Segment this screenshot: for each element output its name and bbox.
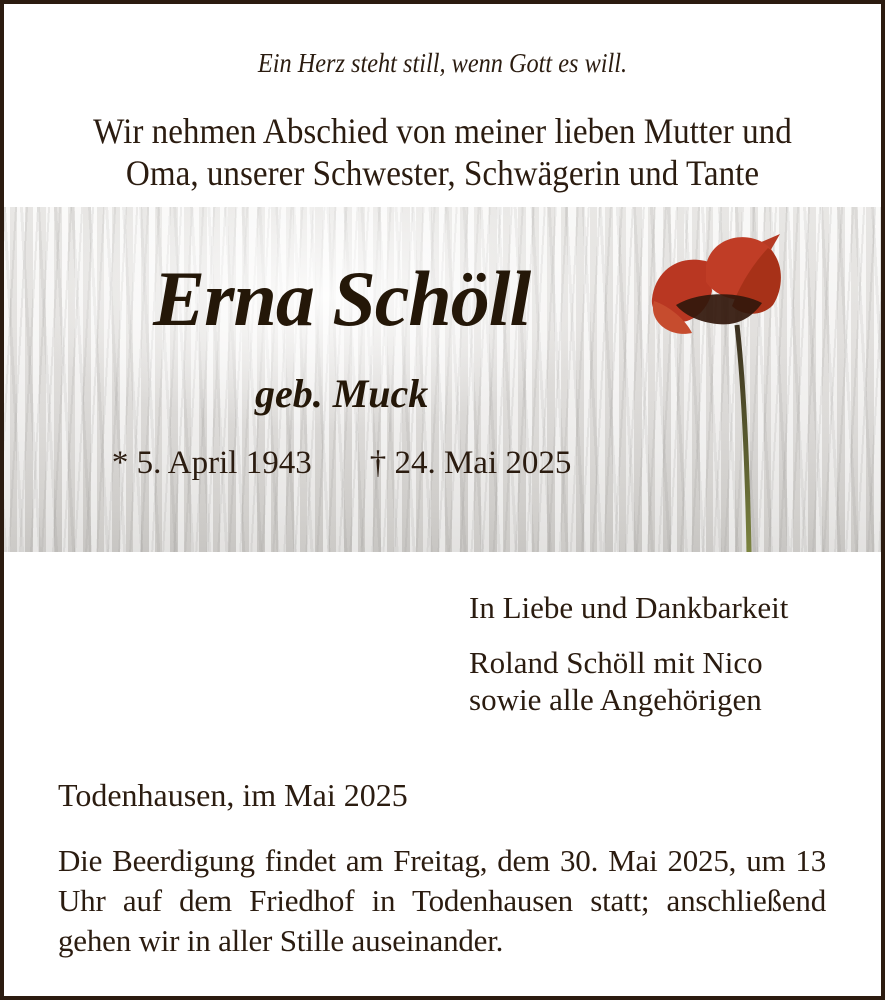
deceased-name: Erna Schöll <box>153 255 531 342</box>
funeral-announcement: Die Beerdigung findet am Freitag, dem 30. Mai 2025, um 13 Uhr auf dem Friedhof in Todenhausen statt; anschließend gehen wir in aller Stille auseinander. <box>58 843 826 958</box>
life-dates <box>4 443 679 483</box>
death-date: † 24. Mai 2025 <box>369 445 572 481</box>
birth-date: * 5. April 1943 <box>111 445 312 481</box>
intro-line-2: Oma, unserer Schwester, Schwägerin und Tante <box>125 153 760 193</box>
memorial-quote: Ein Herz steht still, wenn Gott es will. <box>257 48 628 78</box>
mourners-line-2: sowie alle Angehörigen <box>469 682 762 717</box>
memorial-photo <box>4 207 881 552</box>
place-date: Todenhausen, im Mai 2025 <box>58 777 408 813</box>
mourners-line-1: Roland Schöll mit Nico <box>469 645 763 680</box>
mourner-names <box>469 644 881 718</box>
deceased-block <box>4 207 679 483</box>
intro-text <box>4 110 881 194</box>
closing-sentiment: In Liebe und Dankbarkeit <box>469 590 789 625</box>
intro-line-1: Wir nehmen Abschied von meiner lieben Mutter und <box>93 111 792 151</box>
maiden-name: geb. Muck <box>254 371 429 416</box>
closing-block <box>469 590 881 718</box>
